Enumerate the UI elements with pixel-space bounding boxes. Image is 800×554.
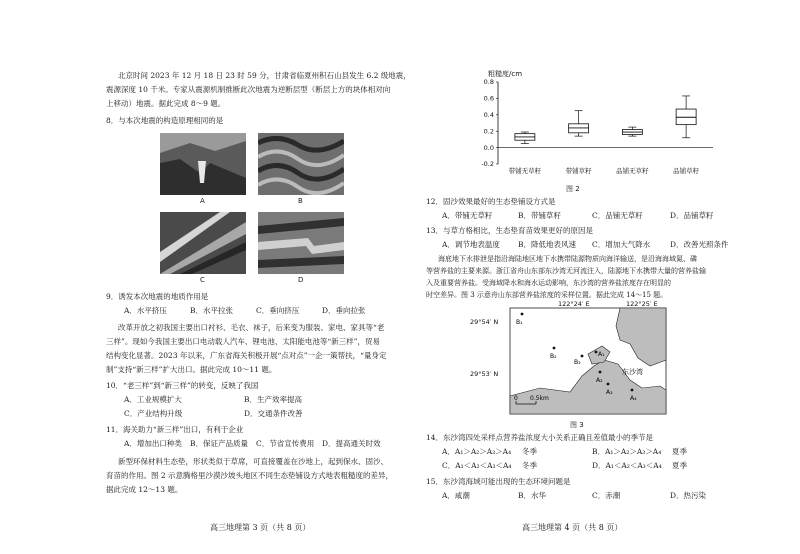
figure-2-caption: 图 2	[566, 185, 580, 193]
photo-d	[258, 212, 344, 274]
figure-3-map	[470, 300, 670, 418]
photo-a	[160, 133, 246, 195]
q14-option-b: B．A₁＞A₂＞A₃＞A₄	[592, 447, 662, 456]
y-tick-label: -0.2	[481, 160, 494, 169]
intro-line-3: 上移动）地震。据此完成 8～9 题。	[106, 99, 226, 108]
photo-c-label: C	[200, 276, 205, 284]
q15-option-c: C．赤潮	[592, 491, 621, 500]
q13-option-a: A．调节地表温度	[442, 240, 500, 249]
q11-option-c: C．节省宣传费用	[256, 439, 315, 448]
x-category-label: 带铺草籽	[565, 167, 592, 175]
point-b3: B₃	[574, 359, 581, 366]
figure-3-caption: 图 3	[570, 421, 584, 429]
q10-option-a: A．工业规模扩大	[124, 395, 182, 404]
box-plot-chart	[458, 64, 718, 186]
scale-label: 0.5km	[530, 395, 549, 402]
y-tick-label: 0.4	[483, 111, 494, 119]
y-tick-label: 0.6	[483, 94, 494, 103]
latitude-1: 29°54′ N	[470, 318, 499, 326]
question-10: 10．“老三样”到“新三样”的转变，反映了我国	[106, 381, 259, 390]
question-14: 14．东沙湾四处采样点营养盐浓度大小关系正确且差值最小的季节是	[426, 433, 654, 442]
chart-y-label: 粗糙度/cm	[488, 70, 523, 78]
point-b1: B₁	[516, 319, 523, 326]
y-tick-label: 0.2	[483, 127, 494, 136]
q14-option-a: A．A₁＞A₂＞A₃＞A₄	[442, 447, 512, 456]
scale-zero: 0	[514, 395, 518, 402]
point-a1: A₁	[598, 351, 605, 358]
x-category-label: 品铺草籽	[673, 167, 700, 175]
para3-line-2: 育苗的作用。图 2 示意腾格里沙漠沙坡头地区不同生态垫铺设方式地表粗糙度的差异，	[106, 471, 394, 480]
point-a4: A₄	[630, 395, 637, 402]
longitude-1: 122°24′ E	[558, 300, 590, 308]
bay-label: 东沙湾	[622, 368, 643, 376]
para2-line-4: 制”支持“新三样”扩大出口。据此完成 10～11 题。	[106, 365, 277, 374]
question-8: 8．与本次地震的构造原理相同的是	[106, 116, 224, 125]
para4-line-1: 海底地下水排泄是指沿海陆地区地下水携带陆源物质向海洋输送，是沿海海域氮、磷	[438, 255, 697, 263]
q9-option-b: B．水平拉张	[190, 306, 234, 315]
intro-line-1: 北京时间 2023 年 12 月 18 日 23 时 59 分，甘肃省临夏州积石山县发生 6.2 级地震，	[118, 71, 411, 80]
q15-option-b: B．水华	[518, 491, 547, 500]
q12-option-c: C．品铺无草籽	[592, 211, 643, 220]
x-category-label: 品铺无草籽	[616, 167, 649, 175]
longitude-2: 122°25′ E	[626, 300, 658, 308]
q10-option-c: C．产业结构升级	[124, 409, 183, 418]
latitude-2: 29°53′ N	[470, 370, 499, 378]
q12-option-d: D．品铺草籽	[670, 211, 714, 220]
question-15: 15．东沙湾海域可能出现的生态环境问题是	[426, 477, 571, 486]
right-footer: 高三地理第 4 页（共 8 页）	[522, 523, 623, 532]
question-9: 9．诱发本次地震的地质作用是	[106, 292, 209, 301]
para4-line-4: 时空差异。图 3 示意舟山东部营养盐浓度的采样位置。据此完成 14～15 题。	[426, 291, 668, 299]
photo-b	[258, 133, 344, 195]
q10-option-b: B．生产效率提高	[244, 395, 303, 404]
point-a2: A₂	[596, 377, 603, 384]
y-tick-label: 0.8	[483, 78, 494, 87]
photo-b-label: B	[298, 197, 303, 205]
para3-line-3: 据此完成 12～13 题。	[106, 485, 183, 494]
para4-line-2: 等营养盐的主要来源。浙江省舟山东部东沙湾无河流注入，陆源地下水携带大量的营养盐输	[426, 267, 706, 275]
q15-option-d: D．热污染	[670, 491, 707, 500]
question-12: 12．固沙效果最好的生态垫铺设方式是	[426, 197, 556, 206]
question-11: 11．海关助力“新三样”出口，有利于企业	[106, 425, 244, 434]
photo-d-label: D	[298, 276, 304, 284]
q14-option-d-season: 夏季	[672, 461, 687, 470]
left-footer: 高三地理第 3 页（共 8 页）	[210, 523, 311, 532]
q14-option-b-season: 夏季	[672, 447, 687, 456]
para2-line-3: 结构变化显著。2023 年以来，广东省海关积极开展“点对点”一企一策帮扶，“量身定	[106, 351, 387, 360]
q14-option-c: C．A₁＜A₂＜A₃＜A₄	[442, 461, 512, 470]
q9-option-c: C．垂向挤压	[256, 306, 300, 315]
photo-c	[160, 212, 246, 274]
para4-line-3: 入及重要营养盐。受海域降水和海水运动影响，东沙湾的营养盐浓度存在明显的	[426, 279, 671, 287]
q11-option-d: D．提高通关时效	[322, 439, 381, 448]
y-tick-label: 0.0	[483, 143, 494, 152]
right-page	[400, 0, 800, 554]
q14-option-a-season: 冬季	[522, 447, 537, 456]
intro-line-2: 震源深度 10 千米。专家从震源机制推断此次地震为逆断层型（断层上方的块体相对向	[106, 85, 391, 94]
para2-line-1: 改革开放之初我国主要出口衬衫、毛衣、袜子，后来变为服装、家电、家具等“老	[118, 323, 385, 332]
q11-option-b: B．保证产品质量	[190, 439, 249, 448]
para3-line-1: 新型环保材料生态垫，形状类似于草席，可直接覆盖在沙地上，起到保水、固沙、	[118, 457, 388, 466]
point-b2: B₂	[550, 353, 557, 360]
x-category-label: 带铺无草籽	[508, 167, 542, 175]
q12-option-b: B．带铺草籽	[518, 211, 562, 220]
q9-option-a: A．水平挤压	[124, 306, 167, 315]
point-a3: A₃	[606, 389, 613, 396]
q14-option-c-season: 冬季	[522, 461, 537, 470]
q14-option-d: D．A₁＜A₂＜A₃＜A₄	[592, 461, 662, 470]
photo-a-label: A	[200, 197, 205, 205]
q13-option-b: B．降低地表风速	[518, 240, 577, 249]
q11-option-a: A．增加出口种类	[124, 439, 182, 448]
para2-line-2: 三样”。现如今我国主要出口电动载人汽车、锂电池、太阳能电池等“新三样”，贸易	[106, 337, 381, 346]
q13-option-d: D．改善光照条件	[670, 240, 729, 249]
q9-option-d: D．垂向拉张	[322, 306, 366, 315]
q12-option-a: A．带铺无草籽	[442, 211, 493, 220]
question-13: 13．与草方格相比，生态垫育苗效果更好的原因是	[426, 226, 594, 235]
q15-option-a: A．咸潮	[442, 491, 470, 500]
q13-option-c: C．增加大气降水	[592, 240, 651, 249]
q10-option-d: D．交通条件改善	[244, 409, 303, 418]
